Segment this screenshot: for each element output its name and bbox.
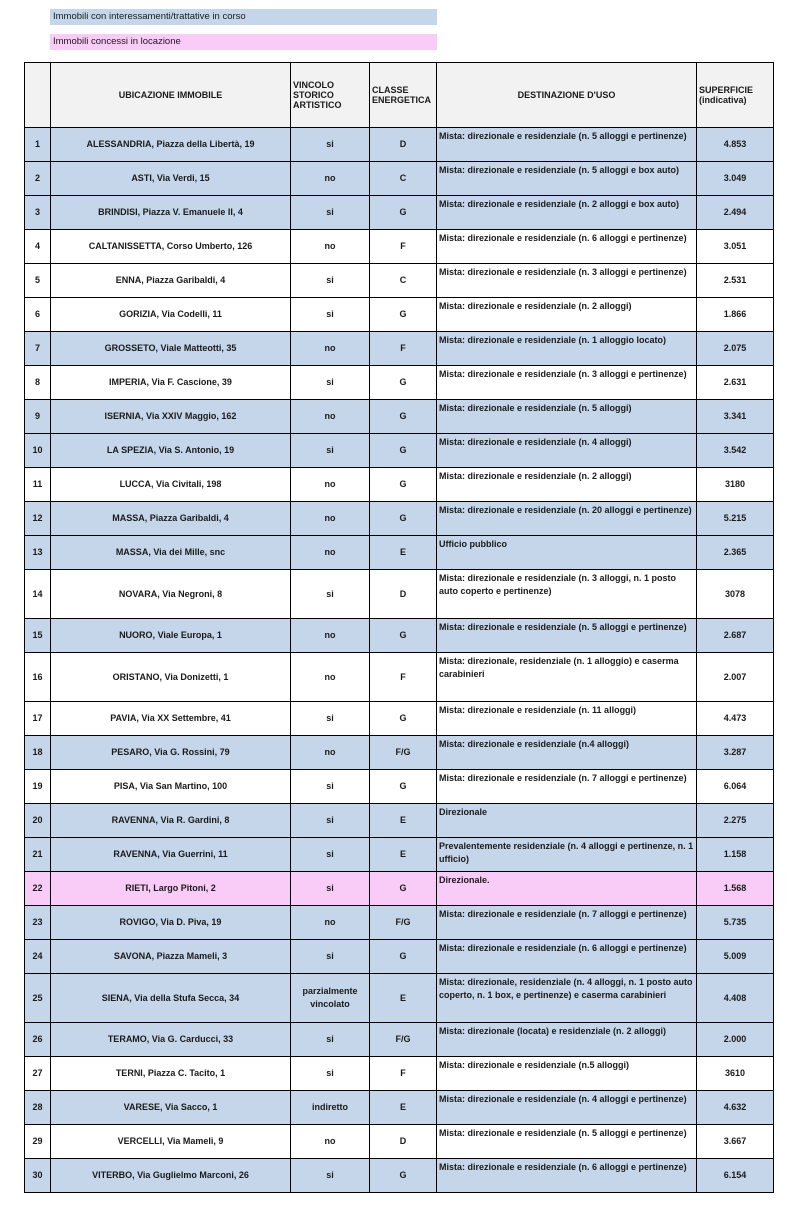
header-superficie: SUPERFICIE (indicativa) xyxy=(697,63,774,128)
cell-classe: G xyxy=(370,872,437,906)
cell-location: PISA, Via San Martino, 100 xyxy=(51,770,291,804)
cell-vincolo: no xyxy=(291,468,370,502)
cell-location: RAVENNA, Via R. Gardini, 8 xyxy=(51,804,291,838)
cell-location: NUORO, Viale Europa, 1 xyxy=(51,619,291,653)
cell-num: 14 xyxy=(25,570,51,619)
table-row xyxy=(25,1125,774,1159)
cell-num: 6 xyxy=(25,298,51,332)
cell-superficie: 1.866 xyxy=(697,298,774,332)
cell-location: SIENA, Via della Stufa Secca, 34 xyxy=(51,974,291,1023)
cell-vincolo: si xyxy=(291,264,370,298)
cell-num: 7 xyxy=(25,332,51,366)
cell-classe: D xyxy=(370,570,437,619)
cell-vincolo: si xyxy=(291,1159,370,1193)
cell-location: ALESSANDRIA, Piazza della Libertà, 19 xyxy=(51,128,291,162)
cell-num: 10 xyxy=(25,434,51,468)
table-row xyxy=(25,619,774,653)
table-body xyxy=(25,128,774,1193)
cell-classe: F xyxy=(370,332,437,366)
cell-location: GROSSETO, Viale Matteotti, 35 xyxy=(51,332,291,366)
cell-classe: G xyxy=(370,702,437,736)
table-row xyxy=(25,400,774,434)
table-row xyxy=(25,570,774,619)
cell-classe: G xyxy=(370,1159,437,1193)
cell-superficie: 4.473 xyxy=(697,702,774,736)
cell-num: 28 xyxy=(25,1091,51,1125)
cell-destinazione: Prevalentemente residenziale (n. 4 alloggi e pertinenze, n. 1 ufficio) xyxy=(437,838,697,872)
cell-num: 2 xyxy=(25,162,51,196)
table-row xyxy=(25,502,774,536)
cell-destinazione: Mista: direzionale e residenziale (n. 6 alloggi e pertinenze) xyxy=(437,1159,697,1193)
cell-classe: E xyxy=(370,838,437,872)
table-row xyxy=(25,974,774,1023)
cell-location: VARESE, Via Sacco, 1 xyxy=(51,1091,291,1125)
cell-vincolo: no xyxy=(291,653,370,702)
cell-destinazione: Mista: direzionale e residenziale (n.4 alloggi) xyxy=(437,736,697,770)
cell-classe: C xyxy=(370,264,437,298)
cell-vincolo: parzialmente vincolato xyxy=(291,974,370,1023)
cell-destinazione: Mista: direzionale e residenziale (n. 5 alloggi e pertinenze) xyxy=(437,128,697,162)
cell-destinazione: Mista: direzionale e residenziale (n. 4 alloggi) xyxy=(437,434,697,468)
cell-location: ORISTANO, Via Donizetti, 1 xyxy=(51,653,291,702)
cell-superficie: 6.064 xyxy=(697,770,774,804)
cell-location: TERAMO, Via G. Carducci, 33 xyxy=(51,1023,291,1057)
cell-location: CALTANISSETTA, Corso Umberto, 126 xyxy=(51,230,291,264)
table-row xyxy=(25,1091,774,1125)
cell-vincolo: no xyxy=(291,736,370,770)
cell-classe: G xyxy=(370,770,437,804)
cell-destinazione: Mista: direzionale e residenziale (n. 5 alloggi e box auto) xyxy=(437,162,697,196)
cell-classe: G xyxy=(370,400,437,434)
cell-location: IMPERIA, Via F. Cascione, 39 xyxy=(51,366,291,400)
cell-vincolo: si xyxy=(291,1023,370,1057)
cell-superficie: 2.631 xyxy=(697,366,774,400)
header-vincolo: VINCOLO STORICO ARTISTICO xyxy=(291,63,370,128)
cell-num: 13 xyxy=(25,536,51,570)
cell-destinazione: Mista: direzionale e residenziale (n. 3 alloggi, n. 1 posto auto coperto e pertinenze) xyxy=(437,570,697,619)
cell-superficie: 1.568 xyxy=(697,872,774,906)
cell-num: 17 xyxy=(25,702,51,736)
cell-destinazione: Mista: direzionale e residenziale (n. 3 alloggi e pertinenze) xyxy=(437,366,697,400)
table-row xyxy=(25,838,774,872)
cell-location: TERNI, Piazza C. Tacito, 1 xyxy=(51,1057,291,1091)
cell-num: 18 xyxy=(25,736,51,770)
table-row xyxy=(25,468,774,502)
cell-location: PAVIA, Via XX Settembre, 41 xyxy=(51,702,291,736)
cell-destinazione: Mista: direzionale e residenziale (n.5 alloggi) xyxy=(437,1057,697,1091)
cell-num: 12 xyxy=(25,502,51,536)
table-row xyxy=(25,940,774,974)
cell-superficie: 2.000 xyxy=(697,1023,774,1057)
cell-vincolo: no xyxy=(291,502,370,536)
cell-classe: G xyxy=(370,940,437,974)
cell-destinazione: Mista: direzionale e residenziale (n. 4 alloggi e pertinenze) xyxy=(437,1091,697,1125)
cell-superficie: 3.667 xyxy=(697,1125,774,1159)
table-row xyxy=(25,536,774,570)
cell-superficie: 3.051 xyxy=(697,230,774,264)
cell-vincolo: si xyxy=(291,1057,370,1091)
cell-num: 30 xyxy=(25,1159,51,1193)
cell-superficie: 2.531 xyxy=(697,264,774,298)
cell-location: BRINDISI, Piazza V. Emanuele II, 4 xyxy=(51,196,291,230)
cell-vincolo: no xyxy=(291,332,370,366)
cell-destinazione: Mista: direzionale e residenziale (n. 20 alloggi e pertinenze) xyxy=(437,502,697,536)
cell-num: 20 xyxy=(25,804,51,838)
cell-destinazione: Mista: direzionale e residenziale (n. 7 alloggi e pertinenze) xyxy=(437,906,697,940)
cell-location: PESARO, Via G. Rossini, 79 xyxy=(51,736,291,770)
cell-superficie: 2.365 xyxy=(697,536,774,570)
cell-location: MASSA, Via dei Mille, snc xyxy=(51,536,291,570)
cell-location: LUCCA, Via Civitali, 198 xyxy=(51,468,291,502)
table-header-row xyxy=(25,63,774,128)
cell-vincolo: no xyxy=(291,400,370,434)
table-row xyxy=(25,230,774,264)
cell-superficie: 6.154 xyxy=(697,1159,774,1193)
cell-location: RIETI, Largo Pitoni, 2 xyxy=(51,872,291,906)
cell-superficie: 5.735 xyxy=(697,906,774,940)
cell-classe: G xyxy=(370,434,437,468)
cell-classe: D xyxy=(370,1125,437,1159)
cell-vincolo: si xyxy=(291,366,370,400)
cell-num: 4 xyxy=(25,230,51,264)
cell-classe: C xyxy=(370,162,437,196)
cell-superficie: 4.408 xyxy=(697,974,774,1023)
legend-leased: Immobili concessi in locazione xyxy=(50,34,437,50)
cell-destinazione: Mista: direzionale e residenziale (n. 2 alloggi) xyxy=(437,298,697,332)
cell-vincolo: si xyxy=(291,128,370,162)
cell-destinazione: Mista: direzionale e residenziale (n. 5 alloggi e pertinenze) xyxy=(437,1125,697,1159)
cell-num: 24 xyxy=(25,940,51,974)
cell-destinazione: Mista: direzionale e residenziale (n. 6 alloggi e pertinenze) xyxy=(437,230,697,264)
cell-location: VERCELLI, Via Mameli, 9 xyxy=(51,1125,291,1159)
cell-classe: E xyxy=(370,1091,437,1125)
cell-num: 9 xyxy=(25,400,51,434)
cell-destinazione: Mista: direzionale e residenziale (n. 2 alloggi e box auto) xyxy=(437,196,697,230)
cell-vincolo: no xyxy=(291,619,370,653)
cell-superficie: 3610 xyxy=(697,1057,774,1091)
cell-num: 15 xyxy=(25,619,51,653)
cell-destinazione: Mista: direzionale (locata) e residenziale (n. 2 alloggi) xyxy=(437,1023,697,1057)
cell-superficie: 3.049 xyxy=(697,162,774,196)
cell-destinazione: Mista: direzionale, residenziale (n. 4 alloggi, n. 1 posto auto coperto, n. 1 box, e pertinenze) e caserma carabinieri xyxy=(437,974,697,1023)
cell-destinazione: Mista: direzionale e residenziale (n. 2 alloggi) xyxy=(437,468,697,502)
cell-location: VITERBO, Via Guglielmo Marconi, 26 xyxy=(51,1159,291,1193)
table-row xyxy=(25,653,774,702)
cell-vincolo: no xyxy=(291,1125,370,1159)
cell-destinazione: Mista: direzionale e residenziale (n. 6 alloggi e pertinenze) xyxy=(437,940,697,974)
cell-destinazione: Ufficio pubblico xyxy=(437,536,697,570)
cell-classe: G xyxy=(370,468,437,502)
cell-vincolo: no xyxy=(291,162,370,196)
table-row xyxy=(25,162,774,196)
cell-classe: F xyxy=(370,230,437,264)
cell-classe: D xyxy=(370,128,437,162)
cell-location: SAVONA, Piazza Mameli, 3 xyxy=(51,940,291,974)
cell-num: 3 xyxy=(25,196,51,230)
cell-classe: G xyxy=(370,298,437,332)
cell-num: 23 xyxy=(25,906,51,940)
cell-superficie: 3180 xyxy=(697,468,774,502)
cell-destinazione: Mista: direzionale e residenziale (n. 11 alloggi) xyxy=(437,702,697,736)
cell-superficie: 3.287 xyxy=(697,736,774,770)
cell-destinazione: Mista: direzionale e residenziale (n. 7 alloggi e pertinenze) xyxy=(437,770,697,804)
cell-location: ISERNIA, Via XXIV Maggio, 162 xyxy=(51,400,291,434)
cell-superficie: 3078 xyxy=(697,570,774,619)
legend-negotiations: Immobili con interessamenti/trattative in corso xyxy=(50,9,437,25)
cell-location: MASSA, Piazza Garibaldi, 4 xyxy=(51,502,291,536)
cell-superficie: 1.158 xyxy=(697,838,774,872)
cell-num: 1 xyxy=(25,128,51,162)
cell-superficie: 5.009 xyxy=(697,940,774,974)
cell-num: 22 xyxy=(25,872,51,906)
cell-num: 19 xyxy=(25,770,51,804)
cell-num: 8 xyxy=(25,366,51,400)
table-row xyxy=(25,196,774,230)
table-row xyxy=(25,128,774,162)
cell-vincolo: si xyxy=(291,770,370,804)
cell-classe: F/G xyxy=(370,1023,437,1057)
cell-classe: G xyxy=(370,619,437,653)
cell-superficie: 2.075 xyxy=(697,332,774,366)
cell-num: 26 xyxy=(25,1023,51,1057)
cell-classe: F/G xyxy=(370,906,437,940)
table-row xyxy=(25,906,774,940)
cell-classe: G xyxy=(370,366,437,400)
cell-vincolo: si xyxy=(291,434,370,468)
table-row xyxy=(25,804,774,838)
cell-classe: F/G xyxy=(370,736,437,770)
cell-destinazione: Mista: direzionale e residenziale (n. 5 alloggi) xyxy=(437,400,697,434)
cell-vincolo: no xyxy=(291,230,370,264)
cell-classe: E xyxy=(370,974,437,1023)
cell-num: 21 xyxy=(25,838,51,872)
cell-location: LA SPEZIA, Via S. Antonio, 19 xyxy=(51,434,291,468)
table-row xyxy=(25,1023,774,1057)
cell-location: NOVARA, Via Negroni, 8 xyxy=(51,570,291,619)
cell-location: RAVENNA, Via Guerrini, 11 xyxy=(51,838,291,872)
cell-superficie: 2.275 xyxy=(697,804,774,838)
cell-vincolo: si xyxy=(291,940,370,974)
table-row xyxy=(25,1159,774,1193)
table-row xyxy=(25,366,774,400)
table-row xyxy=(25,736,774,770)
cell-superficie: 2.494 xyxy=(697,196,774,230)
cell-vincolo: no xyxy=(291,906,370,940)
table-row xyxy=(25,332,774,366)
cell-classe: G xyxy=(370,502,437,536)
cell-superficie: 4.632 xyxy=(697,1091,774,1125)
cell-destinazione: Mista: direzionale, residenziale (n. 1 alloggio) e caserma carabinieri xyxy=(437,653,697,702)
cell-destinazione: Mista: direzionale e residenziale (n. 5 alloggi e pertinenze) xyxy=(437,619,697,653)
table-row xyxy=(25,770,774,804)
table-row xyxy=(25,298,774,332)
cell-location: GORIZIA, Via Codelli, 11 xyxy=(51,298,291,332)
cell-num: 25 xyxy=(25,974,51,1023)
cell-destinazione: Mista: direzionale e residenziale (n. 3 alloggi e pertinenze) xyxy=(437,264,697,298)
cell-num: 16 xyxy=(25,653,51,702)
header-location: UBICAZIONE IMMOBILE xyxy=(51,63,291,128)
cell-vincolo: si xyxy=(291,838,370,872)
header-destinazione: DESTINAZIONE D'USO xyxy=(437,63,697,128)
table-row xyxy=(25,264,774,298)
cell-classe: F xyxy=(370,1057,437,1091)
cell-num: 29 xyxy=(25,1125,51,1159)
cell-superficie: 2.687 xyxy=(697,619,774,653)
cell-destinazione: Direzionale xyxy=(437,804,697,838)
cell-vincolo: si xyxy=(291,298,370,332)
cell-num: 27 xyxy=(25,1057,51,1091)
header-num xyxy=(25,63,51,128)
table-row xyxy=(25,434,774,468)
table-row xyxy=(25,1057,774,1091)
table-row xyxy=(25,872,774,906)
cell-vincolo: indiretto xyxy=(291,1091,370,1125)
cell-location: ASTI, Via Verdi, 15 xyxy=(51,162,291,196)
cell-classe: E xyxy=(370,804,437,838)
cell-num: 5 xyxy=(25,264,51,298)
cell-classe: F xyxy=(370,653,437,702)
cell-superficie: 3.341 xyxy=(697,400,774,434)
cell-location: ENNA, Piazza Garibaldi, 4 xyxy=(51,264,291,298)
header-classe: CLASSE ENERGETICA xyxy=(370,63,437,128)
cell-vincolo: no xyxy=(291,536,370,570)
cell-superficie: 2.007 xyxy=(697,653,774,702)
cell-location: ROVIGO, Via D. Piva, 19 xyxy=(51,906,291,940)
cell-superficie: 4.853 xyxy=(697,128,774,162)
cell-vincolo: si xyxy=(291,196,370,230)
cell-vincolo: si xyxy=(291,702,370,736)
properties-table xyxy=(24,62,774,1193)
cell-num: 11 xyxy=(25,468,51,502)
cell-destinazione: Direzionale. xyxy=(437,872,697,906)
cell-vincolo: si xyxy=(291,804,370,838)
cell-classe: G xyxy=(370,196,437,230)
cell-vincolo: si xyxy=(291,872,370,906)
cell-vincolo: si xyxy=(291,570,370,619)
cell-classe: E xyxy=(370,536,437,570)
cell-superficie: 3.542 xyxy=(697,434,774,468)
table-row xyxy=(25,702,774,736)
cell-superficie: 5.215 xyxy=(697,502,774,536)
cell-destinazione: Mista: direzionale e residenziale (n. 1 alloggio locato) xyxy=(437,332,697,366)
